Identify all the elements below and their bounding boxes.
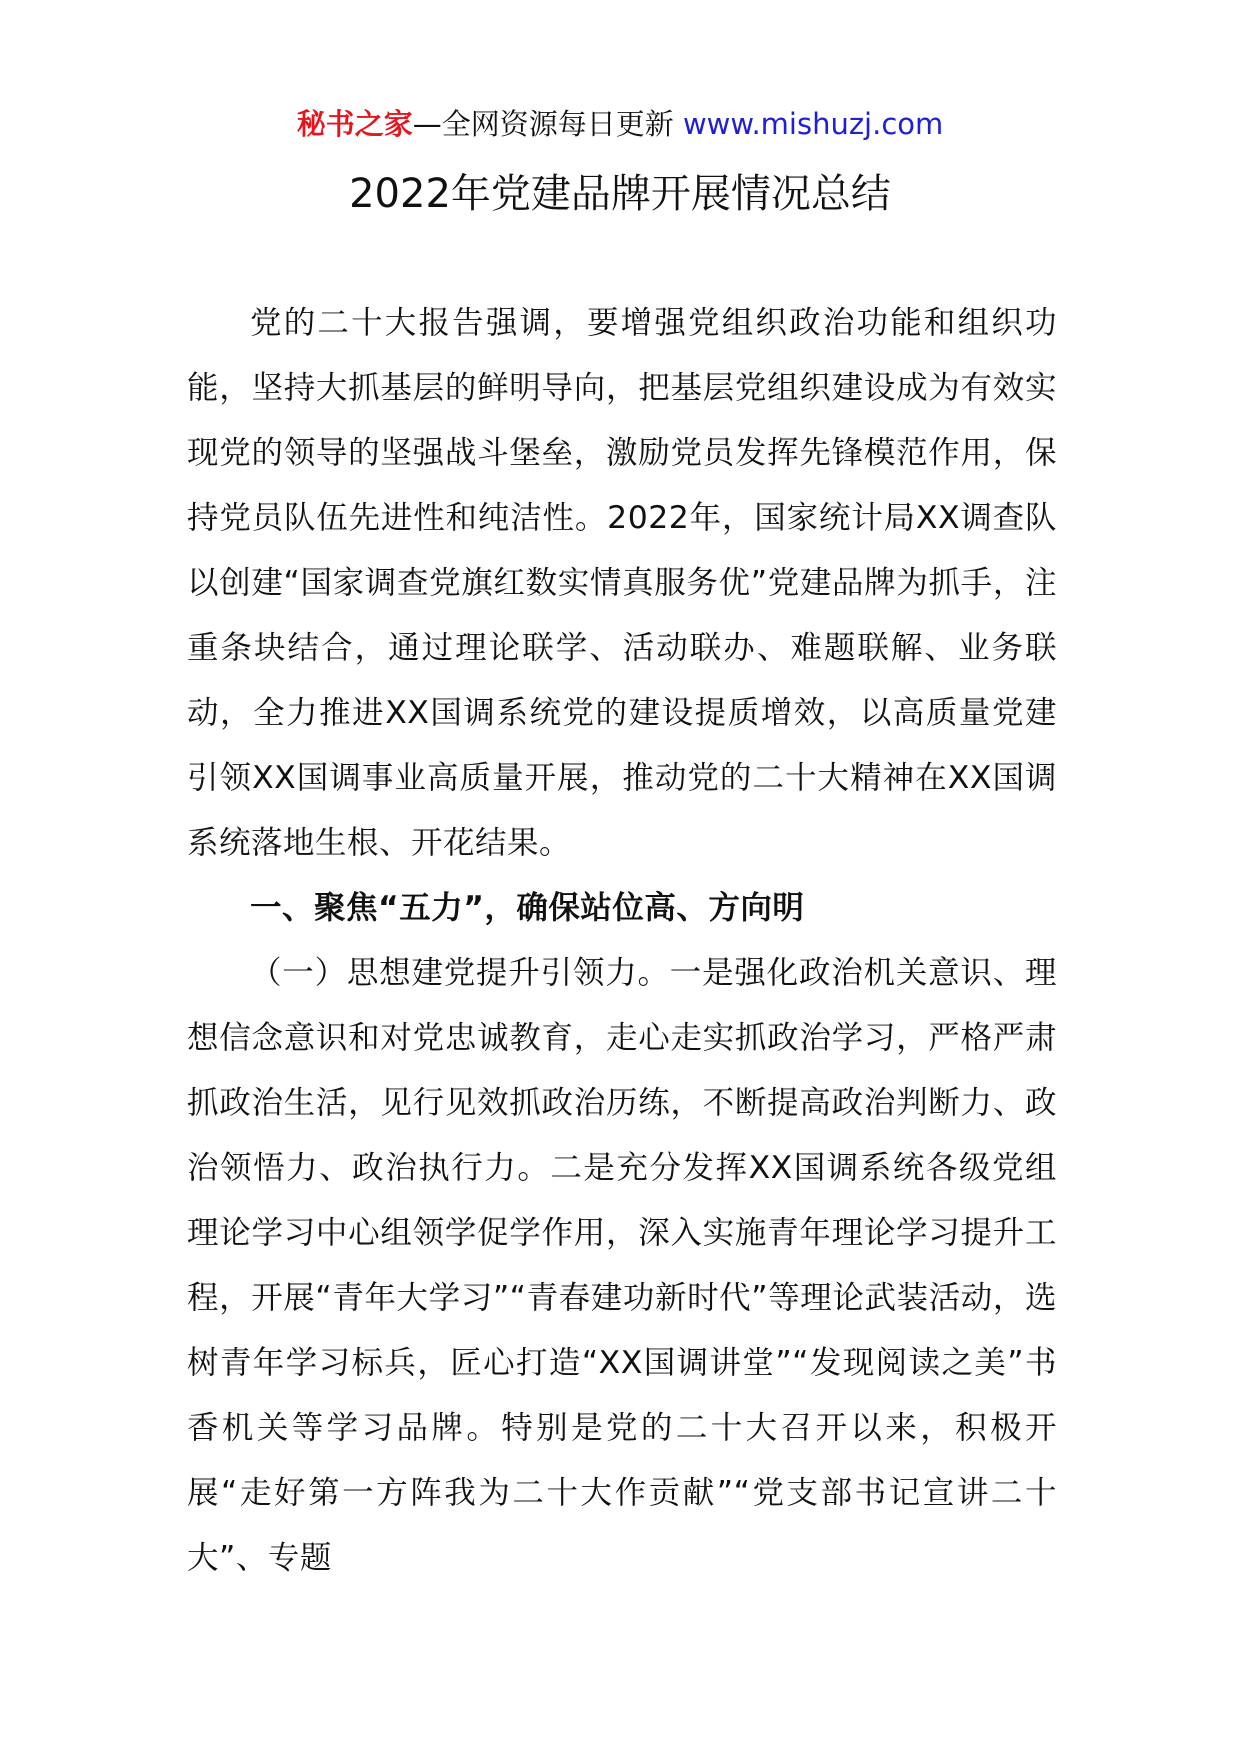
document-body (187, 291, 1057, 1591)
site-slogan: —全网资源每日更新 (412, 107, 674, 141)
site-header (0, 104, 1240, 144)
paragraph-subsection-1: （一）思想建党提升引领力。一是强化政治机关意识、理想信念意识和对党忠诚教育，走心走实抓政治学习，严格严肃抓政治生活，见行见效抓政治历练，不断提高政治判断力、政治领悟力、政治执行力。二是充分发挥XX国调系统各级党组理论学习中心组领学促学作用，深入实施青年理论学习提升工程，开展“青年大学习”“青春建功新时代”等理论武装活动，选树青年学习标兵，匠心打造“XX国调讲堂”“发现阅读之美”书香机关等学习品牌。特别是党的二十大召开以来，积极开展“走好第一方阵我为二十大作贡献”“党支部书记宣讲二十大”、专题 (187, 955, 1057, 1576)
site-url: www.mishuzj.com (673, 107, 944, 141)
document-title: 2022年党建品牌开展情况总结 (349, 171, 891, 217)
section-heading-1: 一、聚焦“五力”，确保站位高、方向明 (250, 890, 805, 926)
site-brand: 秘书之家 (296, 107, 413, 141)
paragraph-intro: 党的二十大报告强调，要增强党组织政治功能和组织功能，坚持大抓基层的鲜明导向，把基层党组织建设成为有效实现党的领导的坚强战斗堡垒，激励党员发挥先锋模范作用，保持党员队伍先进性和纯洁性。2022年，国家统计局XX调查队以创建“国家调查党旗红数实情真服务优”党建品牌为抓手，注重条块结合，通过理论联学、活动联办、难题联解、业务联动，全力推进XX国调系统党的建设提质增效，以高质量党建引领XX国调事业高质量开展，推动党的二十大精神在XX国调系统落地生根、开花结果。 (187, 305, 1057, 861)
